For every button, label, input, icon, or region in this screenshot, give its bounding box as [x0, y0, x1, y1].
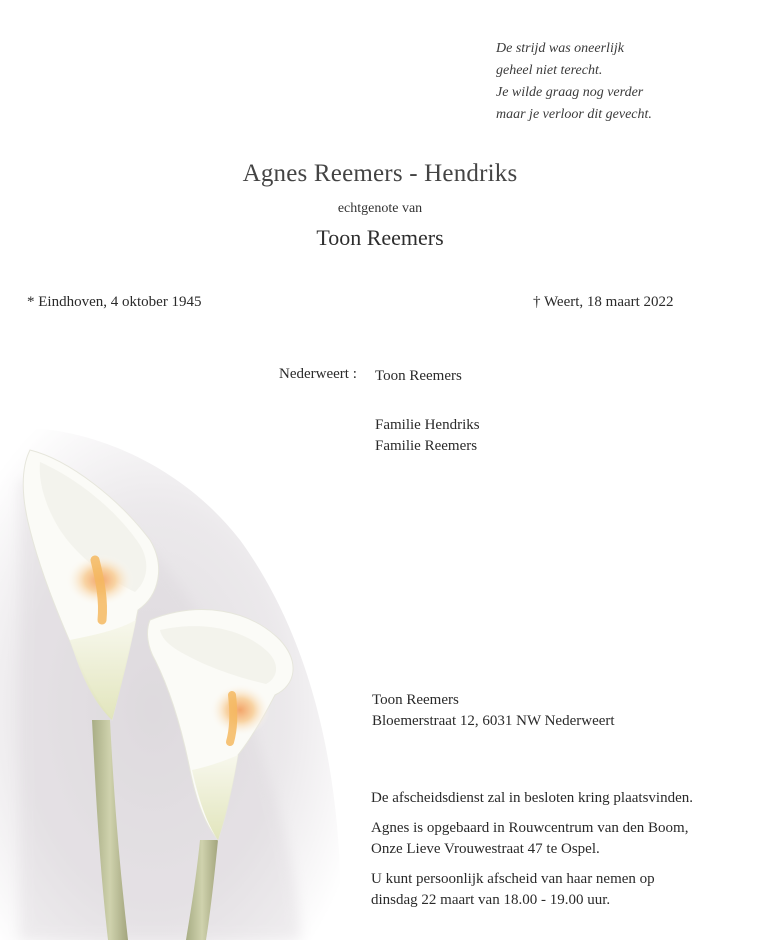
poem-line: geheel niet terecht.	[496, 63, 603, 78]
poem-line: Je wilde graag nog verder	[496, 85, 644, 100]
spouse-name: Toon Reemers	[316, 225, 444, 250]
birth-info: * Eindhoven, 4 oktober 1945	[27, 294, 202, 310]
death-info: † Weert, 18 maart 2022	[533, 294, 674, 310]
service-text: De afscheidsdienst zal in besloten kring plaatsvinden.	[371, 790, 693, 806]
service-info: De afscheidsdienst zal in besloten kring plaatsvinden. Agnes is opgebaard in Rouwcentrum van den Boom, Onze Lieve Vrouwestraat 47 te Ospel. U kunt persoonlijk afscheid van haar nemen op dinsdag 22 maart van 18.00 - 19.00 uur.	[371, 790, 693, 908]
relatives-list	[375, 366, 480, 457]
deceased-name: Agnes Reemers - Hendriks	[242, 160, 518, 187]
relative-spouse: Toon Reemers	[375, 368, 462, 384]
poem	[496, 38, 652, 126]
address-street: Bloemerstraat 12, 6031 NW Nederweert	[372, 713, 615, 729]
relative-family: Familie Reemers	[375, 438, 478, 454]
poem-line: De strijd was oneerlijk	[496, 41, 624, 56]
correspondence-address	[372, 690, 615, 732]
address-name: Toon Reemers	[372, 692, 459, 708]
relative-family: Familie Hendriks	[375, 417, 480, 433]
family-place: Nederweert :	[279, 366, 357, 382]
calla-lily-illustration	[0, 420, 345, 940]
spouse-label: echtgenote van	[337, 201, 423, 216]
poem-line: maar je verloor dit gevecht.	[496, 107, 652, 122]
